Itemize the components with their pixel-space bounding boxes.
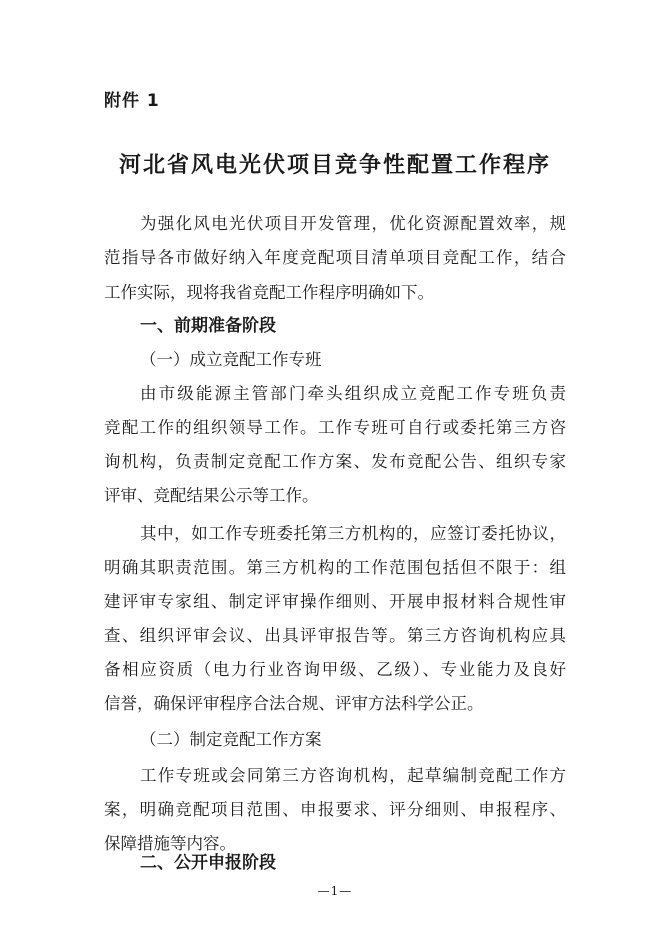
task-force-para2-line-5: 备相应资质（电力行业咨询甲级、乙级）、专业能力及良好 xyxy=(104,660,566,679)
task-force-para1-line-2: 竞配工作的组织领导工作。工作专班可自行或委托第三方咨 xyxy=(104,418,566,437)
task-force-para1-line-3: 询机构，负责制定竞配工作方案、发布竞配公告、组织专家 xyxy=(104,452,566,471)
task-force-para2-line-6: 信誉，确保评审程序合法合规、评审方法科学公正。 xyxy=(104,694,484,713)
subsection-heading-task-force: （一）成立竞配工作专班 xyxy=(140,350,322,369)
work-plan-line-3: 保障措施等内容。 xyxy=(104,834,236,853)
task-force-para2-line-2: 明确其职责范围。第三方机构的工作范围包括但不限于：组 xyxy=(104,558,566,577)
section-heading-application: 二、公开申报阶段 xyxy=(140,853,276,873)
task-force-para1-line-1: 由市级能源主管部门牵头组织成立竞配工作专班负责 xyxy=(140,384,566,403)
attachment-label: 附件 1 xyxy=(104,91,160,111)
task-force-para2-line-4: 查、组织评审会议、出具评审报告等。第三方咨询机构应具 xyxy=(104,626,566,645)
intro-line-2: 范指导各市做好纳入年度竞配项目清单项目竞配工作，结合 xyxy=(104,248,566,267)
task-force-para2-line-1: 其中，如工作专班委托第三方机构的，应签订委托协议， xyxy=(140,524,566,543)
task-force-para1-line-4: 评审、竞配结果公示等工作。 xyxy=(104,486,319,505)
intro-line-1: 为强化风电光伏项目开发管理，优化资源配置效率，规 xyxy=(140,214,566,233)
work-plan-line-1: 工作专班或会同第三方咨询机构，起草编制竞配工作方 xyxy=(140,766,566,785)
page-number: —1— xyxy=(317,884,353,898)
intro-line-3: 工作实际，现将我省竞配工作程序明确如下。 xyxy=(104,283,434,302)
work-plan-line-2: 案，明确竞配项目范围、申报要求、评分细则、申报程序、 xyxy=(104,800,566,819)
section-heading-preparation: 一、前期准备阶段 xyxy=(140,316,276,336)
document-title: 河北省风电光伏项目竞争性配置工作程序 xyxy=(118,152,551,178)
task-force-para2-line-3: 建评审专家组、制定评审操作细则、开展申报材料合规性审 xyxy=(104,592,566,611)
subsection-heading-work-plan: （二）制定竞配工作方案 xyxy=(140,730,322,749)
